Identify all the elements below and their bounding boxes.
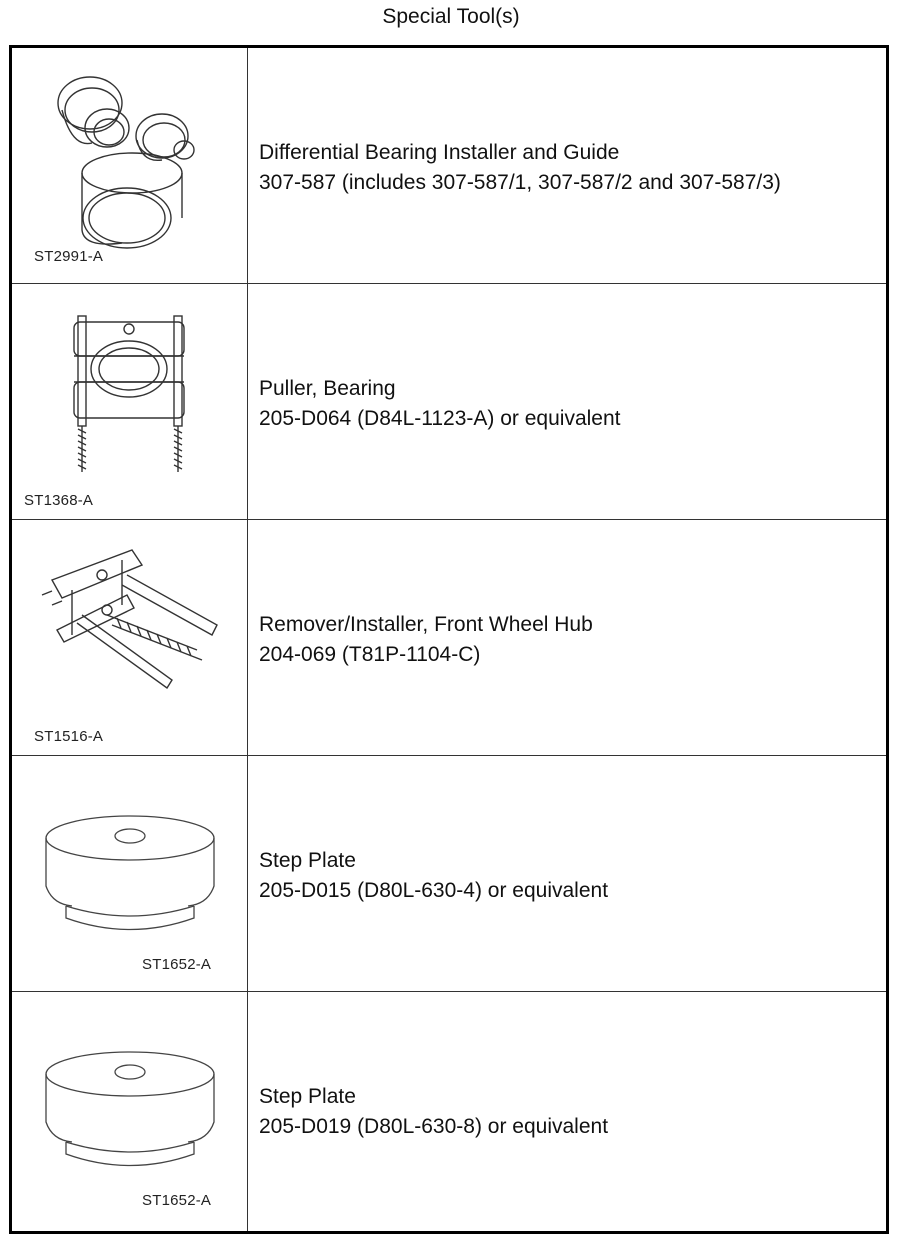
tool-code: ST1516-A xyxy=(34,728,104,745)
tool-code: ST2991-A xyxy=(34,248,104,265)
tool-illustration-cell xyxy=(12,284,248,519)
tool-illustration-cell xyxy=(12,756,248,991)
tool-part-number: 205-D064 (D84L-1123-A) or equivalent xyxy=(259,407,621,430)
tool-part-number: 204-069 (T81P-1104-C) xyxy=(259,643,481,666)
tool-code: ST1368-A xyxy=(24,492,94,509)
tool-description xyxy=(259,138,879,198)
tool-code: ST1652-A xyxy=(142,956,212,973)
tool-part-number: 205-D019 (D80L-630-8) or equivalent xyxy=(259,1115,609,1138)
tool-code: ST1652-A xyxy=(142,1192,212,1209)
tool-description xyxy=(259,610,879,670)
tool-name: Step Plate xyxy=(259,1085,356,1108)
tool-name: Differential Bearing Installer and Guide xyxy=(259,141,620,164)
step-plate-icon xyxy=(12,756,248,992)
table-row xyxy=(12,520,886,756)
table-row xyxy=(12,48,886,284)
table-row xyxy=(12,756,886,992)
special-tools-table xyxy=(9,45,889,1234)
step-plate-icon xyxy=(12,992,248,1228)
tool-name: Remover/Installer, Front Wheel Hub xyxy=(259,613,593,636)
table-row xyxy=(12,284,886,520)
table-row xyxy=(12,992,886,1231)
tool-illustration-cell xyxy=(12,48,248,283)
tool-description xyxy=(259,846,879,906)
bearing-puller-icon xyxy=(12,284,248,520)
tool-name: Step Plate xyxy=(259,849,356,872)
tool-name: Puller, Bearing xyxy=(259,377,396,400)
tool-illustration-cell xyxy=(12,992,248,1231)
tool-description xyxy=(259,374,879,434)
hub-remover-icon xyxy=(12,520,248,756)
tool-part-number: 307-587 (includes 307-587/1, 307-587/2 and 307-587/3) xyxy=(259,171,781,194)
tool-illustration-cell xyxy=(12,520,248,755)
page-title: Special Tool(s) xyxy=(382,5,520,28)
tool-description xyxy=(259,1082,879,1142)
tool-part-number: 205-D015 (D80L-630-4) or equivalent xyxy=(259,879,609,902)
